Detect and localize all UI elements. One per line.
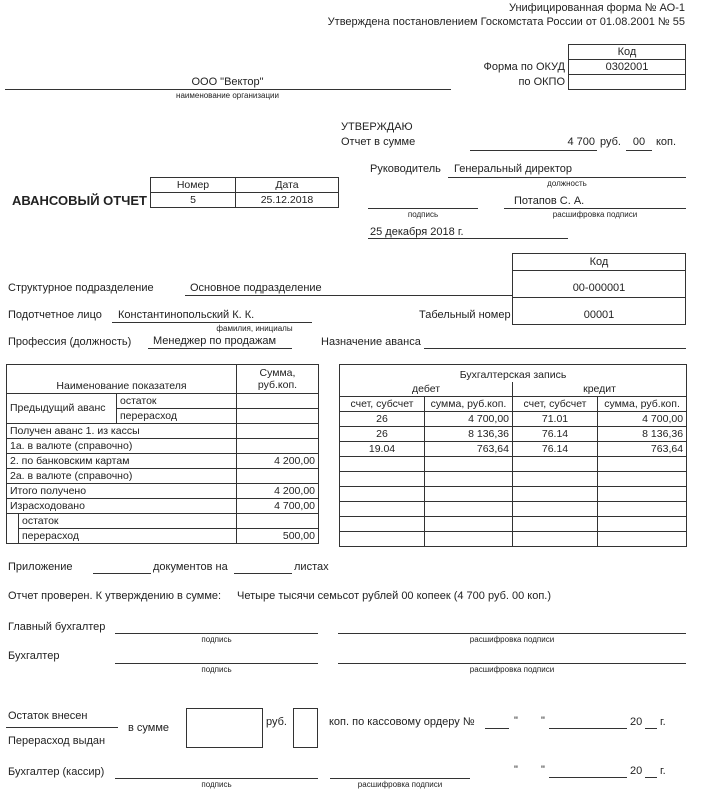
empty-cell (513, 517, 598, 532)
empty-cell (425, 517, 513, 532)
cashier-month-line (549, 777, 627, 778)
year-suffix: г. (660, 716, 666, 728)
table-row: Получен аванс 1. из кассы (7, 424, 237, 439)
accountable-line (112, 322, 312, 323)
row-sum (237, 469, 319, 484)
table-row: 1а. в валюте (справочно) (7, 439, 237, 454)
empty-cell (513, 472, 598, 487)
debet-acc: 19.04 (340, 442, 425, 457)
profession-label: Профессия (должность) (8, 336, 132, 348)
accountant-signature-caption: подпись (201, 665, 232, 674)
empty-cell (598, 472, 687, 487)
accountant-decode-caption: расшифровка подписи (469, 665, 555, 674)
table-row: Израсходовано (7, 499, 237, 514)
rest-paid-line (6, 727, 118, 728)
position-caption: должность (547, 179, 587, 188)
kredit-acc: 76.14 (513, 442, 598, 457)
okud-value: 0302001 (568, 59, 686, 75)
empty-cell (425, 487, 513, 502)
position-line (448, 177, 686, 178)
head-signature-caption: подпись (407, 210, 439, 219)
empty-cell (425, 472, 513, 487)
empty-cell (425, 457, 513, 472)
bottom-pererashod-label: перерасход (19, 529, 237, 544)
code-sep (512, 270, 686, 271)
report-sum-label: Отчет в сумме (341, 136, 416, 148)
head-signature-line (368, 208, 478, 209)
year-suffix-2: г. (660, 765, 666, 777)
tab-number-label: Табельный номер (419, 309, 511, 321)
head-position: Генеральный директор (454, 163, 572, 175)
table-row: 2а. в валюте (справочно) (7, 469, 237, 484)
year-line-2 (645, 777, 657, 778)
rub-line (470, 150, 597, 151)
code-sep2 (512, 297, 686, 298)
chief-signature-line (115, 633, 318, 634)
form-name: Унифицированная форма № АО-1 (508, 2, 685, 14)
tab-number: 00001 (583, 309, 615, 321)
okpo-label: по ОКПО (518, 76, 565, 88)
accountant-label: Бухгалтер (8, 650, 60, 662)
cashier-decode-caption: расшифровка подписи (357, 780, 443, 789)
cashier-signature-caption: подпись (201, 780, 232, 789)
order-number-line (485, 728, 509, 729)
attachment-sheets: листах (294, 561, 329, 573)
empty-cell (513, 487, 598, 502)
head-decode-line (504, 208, 686, 209)
profession-value: Менеджер по продажам (153, 335, 277, 347)
number-header: Номер (151, 178, 236, 193)
debet-sum: 763,64 (425, 442, 513, 457)
empty-cell (340, 487, 425, 502)
profession-line (148, 348, 292, 349)
empty-cell (340, 472, 425, 487)
empty-cell (513, 502, 598, 517)
attachment-docs-on: документов на (153, 561, 228, 573)
kredit-sum: 8 136,36 (598, 427, 687, 442)
prev-pererashod-label: перерасход (117, 409, 237, 424)
over-paid-label: Перерасход выдан (8, 735, 106, 747)
empty-cell (340, 457, 425, 472)
purpose-line (424, 348, 686, 349)
quote-open: " (514, 715, 518, 727)
debet-acc: 26 (340, 427, 425, 442)
head-label: Руководитель (370, 163, 441, 175)
order-label: коп. по кассовому ордеру № (329, 716, 475, 728)
table-row: Итого получено (7, 484, 237, 499)
bottom-ostatok-sum (237, 514, 319, 529)
sum-kop-box (293, 708, 318, 748)
kop-line (626, 150, 652, 151)
row-sum: 4 200,00 (237, 454, 319, 469)
row-sum: 4 200,00 (237, 484, 319, 499)
empty-cell (340, 532, 425, 547)
kredit-header: кредит (513, 382, 687, 397)
subdivision-line (185, 295, 512, 296)
kredit-sum: 763,64 (598, 442, 687, 457)
kredit-acc-header: счет, субсчет (513, 397, 598, 412)
empty-cell (340, 502, 425, 517)
debet-sum-header: сумма, руб.коп. (425, 397, 513, 412)
doc-date: 25.12.2018 (236, 193, 339, 208)
document-title: АВАНСОВЫЙ ОТЧЕТ (12, 193, 147, 208)
table-row: 2. по банковским картам (7, 454, 237, 469)
doc-number: 5 (151, 193, 236, 208)
org-line (5, 89, 451, 90)
chief-signature-caption: подпись (201, 635, 232, 644)
debet-acc: 26 (340, 412, 425, 427)
empty-cell (425, 502, 513, 517)
kredit-acc: 71.01 (513, 412, 598, 427)
approve-date-line (368, 238, 568, 239)
cashier-label: Бухгалтер (кассир) (8, 766, 105, 778)
empty-cell (513, 457, 598, 472)
head-decode-caption: расшифровка подписи (552, 210, 638, 219)
org-caption: наименование организации (176, 91, 279, 100)
indent-cell (7, 514, 19, 544)
empty-cell (598, 517, 687, 532)
empty-cell (598, 532, 687, 547)
code-header: Код (568, 44, 686, 60)
quote-open-2: " (514, 764, 518, 776)
accounting-table (339, 364, 687, 547)
quote-close-2: " (541, 764, 545, 776)
advance-table (6, 364, 319, 544)
approve-heading: УТВЕРЖДАЮ (341, 121, 413, 133)
prev-advance-label: Предыдущий аванс (7, 394, 117, 424)
organization-name: ООО "Вектор" (191, 76, 264, 88)
prev-ostatok-label: остаток (117, 394, 237, 409)
empty-cell (598, 502, 687, 517)
subdivision-label: Структурное подразделение (8, 282, 154, 294)
debet-header: дебет (340, 382, 513, 397)
rub-label: руб. (600, 136, 621, 148)
attachment-docs-line (93, 573, 151, 574)
head-decode-name: Потапов С. А. (514, 195, 585, 207)
approve-date: 25 декабря 2018 г. (370, 226, 464, 238)
checked-label: Отчет проверен. К утверждению в сумме: (8, 590, 222, 602)
report-sum-kop: 00 (632, 136, 646, 148)
accountant-decode-line (338, 663, 686, 664)
cashier-signature-line (115, 778, 318, 779)
sum-header: Сумма, руб.коп. (237, 365, 319, 394)
accountant-signature-line (115, 663, 318, 664)
indicator-header: Наименование показателя (7, 365, 237, 394)
attachment-sheets-line (234, 573, 292, 574)
accounting-title: Бухгалтерская запись (340, 365, 687, 383)
order-month-line (549, 728, 627, 729)
year-line (645, 728, 657, 729)
date-header: Дата (236, 178, 339, 193)
chief-decode-caption: расшифровка подписи (469, 635, 555, 644)
empty-cell (425, 532, 513, 547)
accountable-caption: фамилия, инициалы (216, 324, 293, 333)
empty-cell (598, 487, 687, 502)
year-prefix: 20 (630, 716, 643, 728)
row-sum (237, 439, 319, 454)
rub-label: руб. (266, 716, 287, 728)
chief-accountant-label: Главный бухгалтер (8, 621, 106, 633)
debet-acc-header: счет, субсчет (340, 397, 425, 412)
approval-note: Утверждена постановлением Госкомстата России от 01.08.2001 № 55 (327, 16, 685, 28)
rest-paid-label: Остаток внесен (8, 710, 88, 722)
kredit-sum: 4 700,00 (598, 412, 687, 427)
subdivision-code: 00-000001 (572, 282, 626, 294)
checked-sum: Четыре тысячи семьсот рублей 00 копеек (4 700 руб. 00 коп.) (237, 590, 552, 602)
report-sum-rub: 4 700 (567, 136, 595, 148)
bottom-pererashod-sum: 500,00 (237, 529, 319, 544)
row-sum: 4 700,00 (237, 499, 319, 514)
okud-label: Форма по ОКУД (483, 61, 565, 73)
accountable-label: Подотчетное лицо (8, 309, 102, 321)
subdivision-value: Основное подразделение (190, 282, 322, 294)
cashier-decode-line (330, 778, 470, 779)
attachment-label: Приложение (8, 561, 73, 573)
doc-number-date-table (150, 177, 339, 208)
debet-sum: 8 136,36 (425, 427, 513, 442)
empty-cell (340, 517, 425, 532)
empty-cell (598, 457, 687, 472)
bottom-ostatok-label: остаток (19, 514, 237, 529)
chief-decode-line (338, 633, 686, 634)
year-prefix-2: 20 (630, 765, 643, 777)
quote-close: " (541, 715, 545, 727)
debet-sum: 4 700,00 (425, 412, 513, 427)
empty-cell (513, 532, 598, 547)
accountable-name: Константинопольский К. К. (118, 309, 255, 321)
purpose-label: Назначение аванса (321, 336, 421, 348)
in-sum-label: в сумме (128, 722, 170, 734)
prev-pererashod-sum (237, 409, 319, 424)
kredit-acc: 76.14 (513, 427, 598, 442)
kop-label: коп. (656, 136, 677, 148)
kredit-sum-header: сумма, руб.коп. (598, 397, 687, 412)
person-code-header: Код (589, 256, 609, 268)
sum-rub-box (186, 708, 263, 748)
okpo-value (568, 74, 686, 90)
row-sum (237, 424, 319, 439)
prev-ostatok-sum (237, 394, 319, 409)
